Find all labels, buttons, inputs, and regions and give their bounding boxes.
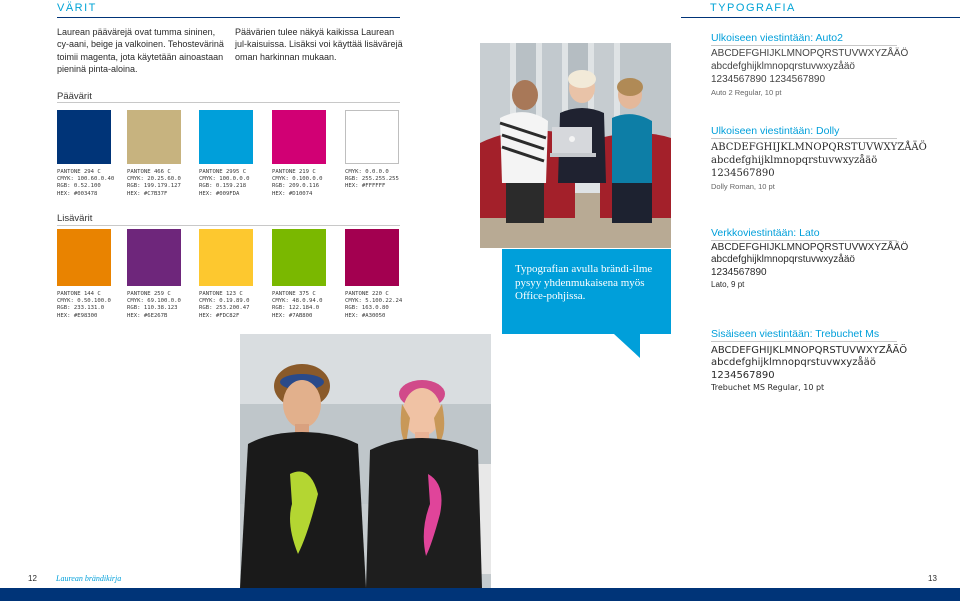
spec-rgb: RGB: 209.0.116 (272, 183, 320, 190)
color-swatch-pantone-375 (272, 229, 326, 286)
spec-hex: HEX: #7AB800 (272, 312, 313, 319)
section-divider (57, 17, 400, 18)
spec-hex: HEX: #003478 (57, 190, 98, 197)
spec-cmyk: CMYK: 0.50.100.0 (57, 298, 111, 305)
color-spec-pantone-294 (57, 169, 123, 198)
color-spec-pantone-375 (272, 291, 338, 320)
color-swatch-pantone-220 (345, 229, 399, 286)
spec-hex: HEX: #D10074 (272, 190, 313, 197)
color-swatch-pantone-123 (199, 229, 253, 286)
font-sample-lowercase: abcdefghijklmnopqrstuvwxyzåäö (711, 254, 855, 265)
spec-hex: HEX: #FDC82F (199, 312, 240, 319)
color-spec-pantone-2995 (199, 169, 265, 198)
spec-pantone: PANTONE 2995 C (199, 169, 247, 175)
spec-hex: HEX: #C7B37F (127, 190, 168, 197)
spec-cmyk: CMYK: 100.60.0.40 (57, 176, 115, 183)
color-swatch-pantone-2995 (199, 110, 253, 164)
spec-cmyk: CMYK: 0.100.0.0 (272, 176, 323, 183)
color-spec-pantone-219 (272, 169, 338, 198)
color-spec-pantone-259 (127, 291, 193, 320)
font-heading-divider (711, 341, 897, 342)
spec-rgb: RGB: 0.52.100 (57, 183, 101, 190)
spec-cmyk: CMYK: 5.100.22.24 (345, 298, 403, 305)
spec-cmyk: CMYK: 100.0.0.0 (199, 176, 250, 183)
color-swatch-pantone-259 (127, 229, 181, 286)
spec-pantone: PANTONE 220 C (345, 291, 389, 297)
font-sample-lowercase: abcdefghijklmnopqrstuvwxyzåäö (711, 155, 878, 166)
font-sample-uppercase: ABCDEFGHIJKLMNOPQRSTUVWXYZÅÄÖ (711, 242, 909, 253)
font-sample-digits: 1234567890 (711, 168, 775, 179)
primary-colors-divider (57, 102, 400, 103)
color-spec-pantone-123 (199, 291, 265, 320)
color-swatch-pantone-144 (57, 229, 111, 286)
callout-tail (614, 334, 640, 358)
spec-rgb: RGB: 163.0.80 (345, 305, 389, 312)
font-spec-note: Trebuchet MS Regular, 10 pt (711, 383, 825, 392)
spec-pantone: PANTONE 144 C (57, 291, 101, 297)
spec-hex: HEX: #6E267B (127, 312, 168, 319)
font-heading-divider (711, 45, 897, 46)
primary-colors-label: Päävärit (57, 91, 92, 102)
spec-pantone: PANTONE 219 C (272, 169, 316, 175)
font-heading-auto2: Ulkoiseen viestintään: Auto2 (711, 32, 843, 44)
spec-pantone: PANTONE 375 C (272, 291, 316, 297)
brand-book-title: Laurean brändikirja (56, 574, 122, 583)
font-sample-uppercase: ABCDEFGHIJKLMNOPQRSTUVWXYZÅÄÖ (711, 142, 927, 153)
spec-rgb: RGB: 110.38.123 (127, 305, 178, 312)
color-spec-pantone-144 (57, 291, 123, 320)
callout-text: Typografian avulla brändi-ilme pysyy yhdenmukaisena myös Office-pohjissa. (515, 263, 653, 302)
spec-cmyk: CMYK: 0.0.0.0 (345, 169, 389, 175)
intro-paragraph-1: Laurean päävärejä ovat tumma sininen, cy-aani, beige ja valkoinen. Tehostevärinä toimii magenta, jota käytetään ainoastaan pieninä pinta-aloina. (57, 27, 224, 74)
colors-section-title: VÄRIT (57, 2, 97, 14)
spec-pantone: PANTONE 466 C (127, 169, 171, 175)
color-spec-white (345, 169, 411, 191)
page-number-left: 12 (28, 574, 37, 583)
students-tshirt-photo (240, 334, 491, 588)
spec-hex: HEX: #FFFFFF (345, 183, 386, 190)
spec-cmyk: CMYK: 0.19.89.0 (199, 298, 250, 305)
font-sample-lowercase: abcdefghijklmnopqrstuvwxyzåäö (711, 357, 876, 368)
spec-rgb: RGB: 0.159.218 (199, 183, 247, 190)
font-sample-digits: 1234567890 1234567890 (711, 74, 826, 85)
color-spec-pantone-466 (127, 169, 193, 198)
font-heading-lato: Verkkoviestintään: Lato (711, 227, 820, 239)
font-spec-note: Lato, 9 pt (711, 280, 745, 289)
spec-pantone: PANTONE 123 C (199, 291, 243, 297)
intro-paragraph-2: Päävärien tulee näkyä kaikissa Laurean jul-kaisuissa. Lisäksi voi käyttää lisävärejä oman harkinnan mukaan. (235, 27, 403, 62)
font-sample-uppercase: ABCDEFGHIJKLMNOPQRSTUVWXYZÅÄÖ (711, 345, 908, 356)
color-swatch-pantone-294 (57, 110, 111, 164)
font-sample-digits: 1234567890 (711, 267, 767, 278)
color-swatch-pantone-466 (127, 110, 181, 164)
spec-rgb: RGB: 233.131.0 (57, 305, 105, 312)
typography-divider (681, 17, 960, 18)
spec-pantone: PANTONE 259 C (127, 291, 171, 297)
font-heading-divider (711, 240, 897, 241)
spec-hex: HEX: #E98300 (57, 312, 98, 319)
font-spec-note: Auto 2 Regular, 10 pt (711, 88, 782, 97)
spec-pantone: PANTONE 294 C (57, 169, 101, 175)
font-heading-trebuchet: Sisäiseen viestintään: Trebuchet Ms (711, 328, 880, 340)
spec-rgb: RGB: 255.255.255 (345, 176, 399, 183)
spec-hex: HEX: #A30050 (345, 312, 386, 319)
color-swatch-pantone-219 (272, 110, 326, 164)
footer-bar (0, 588, 960, 601)
spec-cmyk: CMYK: 20.25.60.0 (127, 176, 181, 183)
secondary-colors-label: Lisävärit (57, 213, 93, 224)
spec-rgb: RGB: 253.200.47 (199, 305, 250, 312)
color-spec-pantone-220 (345, 291, 411, 320)
page-number-right: 13 (928, 574, 937, 583)
spec-rgb: RGB: 199.179.127 (127, 183, 181, 190)
spec-hex: HEX: #009FDA (199, 190, 240, 197)
font-sample-lowercase: abcdefghijklmnopqrstuvwxyzåäö (711, 61, 855, 72)
spec-cmyk: CMYK: 69.100.0.0 (127, 298, 181, 305)
font-heading-divider (711, 138, 897, 139)
font-spec-note: Dolly Roman, 10 pt (711, 182, 775, 191)
font-heading-dolly: Ulkoiseen viestintään: Dolly (711, 125, 840, 137)
font-sample-digits: 1234567890 (711, 370, 775, 381)
spec-rgb: RGB: 122.184.0 (272, 305, 320, 312)
spec-cmyk: CMYK: 48.0.94.0 (272, 298, 323, 305)
typography-section-title: TYPOGRAFIA (710, 2, 796, 14)
color-swatch-white (345, 110, 399, 164)
secondary-colors-divider (57, 225, 400, 226)
students-laptop-photo (480, 43, 671, 248)
font-sample-uppercase: ABCDEFGHIJKLMNOPQRSTUVWXYZÅÄÖ (711, 48, 909, 59)
